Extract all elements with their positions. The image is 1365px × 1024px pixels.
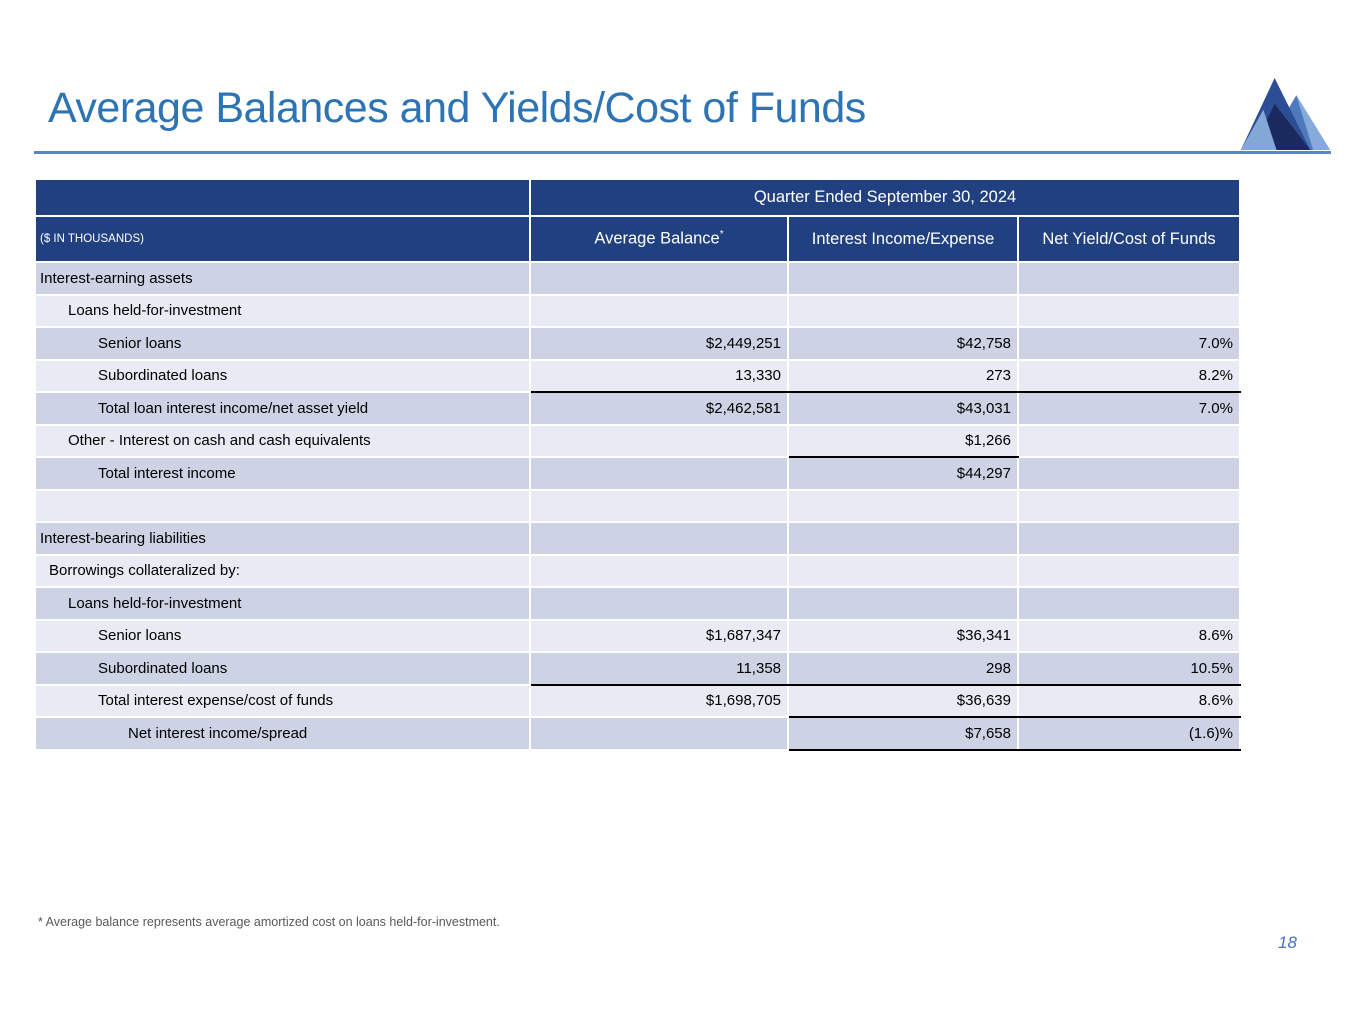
cell-average-balance <box>530 457 788 490</box>
row-label: Total loan interest income/net asset yield <box>35 392 530 425</box>
page-title: Average Balances and Yields/Cost of Funds <box>48 84 866 132</box>
page-number: 18 <box>1278 933 1297 952</box>
cell-interest-income <box>788 295 1018 328</box>
cell-average-balance <box>530 587 788 620</box>
cell-net-yield: (1.6)% <box>1018 717 1240 750</box>
cell-net-yield: 7.0% <box>1018 327 1240 360</box>
cell-interest-income: $42,758 <box>788 327 1018 360</box>
row-label: Interest-bearing liabilities <box>35 522 530 555</box>
table-row <box>35 262 1240 295</box>
cell-interest-income <box>788 555 1018 588</box>
table-row <box>35 652 1240 685</box>
cell-net-yield <box>1018 295 1240 328</box>
row-label: Loans held-for-investment <box>35 295 530 328</box>
table-row <box>35 327 1240 360</box>
cell-net-yield <box>1018 555 1240 588</box>
row-label: Total interest income <box>35 457 530 490</box>
row-label: Senior loans <box>35 620 530 653</box>
table-row <box>35 587 1240 620</box>
cell-average-balance <box>530 522 788 555</box>
title-divider <box>34 151 1331 154</box>
cell-net-yield: 10.5% <box>1018 652 1240 685</box>
header-interest-income-expense: Interest Income/Expense <box>788 216 1018 262</box>
table-row <box>35 555 1240 588</box>
cell-net-yield <box>1018 522 1240 555</box>
cell-average-balance: $1,698,705 <box>530 685 788 718</box>
table-row <box>35 392 1240 425</box>
cell-interest-income <box>788 262 1018 295</box>
mountain-logo-icon <box>1238 78 1332 150</box>
row-label: Loans held-for-investment <box>35 587 530 620</box>
header-net-yield-cost-of-funds: Net Yield/Cost of Funds <box>1018 216 1240 262</box>
cell-interest-income: $43,031 <box>788 392 1018 425</box>
row-label: Subordinated loans <box>35 652 530 685</box>
table-row-spacer <box>35 490 1240 523</box>
cell-interest-income: $7,658 <box>788 717 1018 750</box>
row-label: Borrowings collateralized by: <box>35 555 530 588</box>
cell-interest-income: 273 <box>788 360 1018 393</box>
table-row <box>35 717 1240 750</box>
cell-interest-income <box>788 490 1018 523</box>
cell-interest-income: 298 <box>788 652 1018 685</box>
cell-average-balance <box>530 295 788 328</box>
table-header-row-span <box>35 179 1240 216</box>
cell-average-balance <box>530 555 788 588</box>
cell-net-yield: 7.0% <box>1018 392 1240 425</box>
header-in-thousands: ($ IN THOUSANDS) <box>35 216 530 262</box>
cell-average-balance: $2,462,581 <box>530 392 788 425</box>
table-row <box>35 620 1240 653</box>
balances-table <box>34 178 1241 751</box>
cell-interest-income: $44,297 <box>788 457 1018 490</box>
row-label: Other - Interest on cash and cash equivalents <box>35 425 530 458</box>
balances-table-container <box>34 178 1241 751</box>
cell-net-yield: 8.6% <box>1018 685 1240 718</box>
footnote-text: * Average balance represents average amortized cost on loans held-for-investment. <box>38 915 500 929</box>
cell-average-balance: 11,358 <box>530 652 788 685</box>
cell-average-balance: $1,687,347 <box>530 620 788 653</box>
cell-average-balance <box>530 717 788 750</box>
cell-interest-income: $36,639 <box>788 685 1018 718</box>
header-average-balance: Average Balance* <box>530 216 788 262</box>
header-quarter-ended: Quarter Ended September 30, 2024 <box>530 179 1240 216</box>
cell-average-balance: 13,330 <box>530 360 788 393</box>
row-label <box>35 490 530 523</box>
table-row <box>35 457 1240 490</box>
row-label: Interest-earning assets <box>35 262 530 295</box>
cell-interest-income: $36,341 <box>788 620 1018 653</box>
cell-net-yield <box>1018 587 1240 620</box>
cell-net-yield <box>1018 425 1240 458</box>
cell-average-balance: $2,449,251 <box>530 327 788 360</box>
cell-interest-income <box>788 587 1018 620</box>
header-corner-empty <box>35 179 530 216</box>
cell-interest-income: $1,266 <box>788 425 1018 458</box>
cell-net-yield <box>1018 490 1240 523</box>
cell-net-yield <box>1018 457 1240 490</box>
table-row <box>35 425 1240 458</box>
cell-net-yield <box>1018 262 1240 295</box>
cell-average-balance <box>530 262 788 295</box>
table-row <box>35 295 1240 328</box>
cell-interest-income <box>788 522 1018 555</box>
footnote-asterisk: * <box>719 229 724 241</box>
cell-average-balance <box>530 490 788 523</box>
table-row <box>35 522 1240 555</box>
table-row <box>35 685 1240 718</box>
cell-net-yield: 8.6% <box>1018 620 1240 653</box>
cell-average-balance <box>530 425 788 458</box>
cell-net-yield: 8.2% <box>1018 360 1240 393</box>
row-label: Subordinated loans <box>35 360 530 393</box>
table-row <box>35 360 1240 393</box>
row-label: Total interest expense/cost of funds <box>35 685 530 718</box>
row-label: Net interest income/spread <box>35 717 530 750</box>
row-label: Senior loans <box>35 327 530 360</box>
table-header-row-columns <box>35 216 1240 262</box>
